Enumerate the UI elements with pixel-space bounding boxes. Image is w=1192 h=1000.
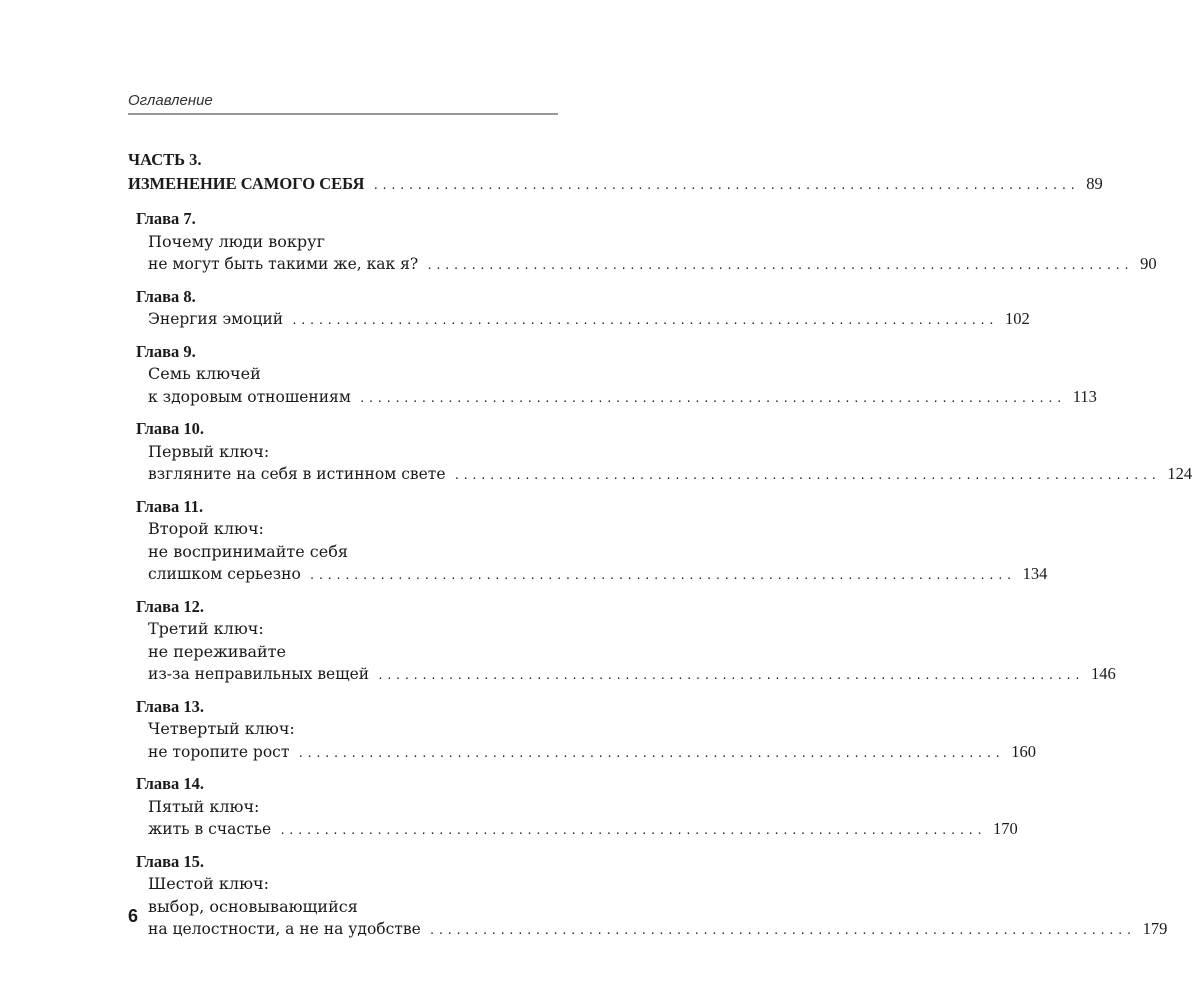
- page-number: 179: [1142, 919, 1168, 938]
- chapter-title-line: на целостности, а не на удобстве: [148, 920, 421, 938]
- chapter-label: Глава 11.: [136, 496, 204, 516]
- toc-entry-part[interactable]: [128, 172, 1103, 198]
- page-number: 146: [1090, 664, 1116, 683]
- dot-leader: ................................................................................: [279, 824, 986, 837]
- toc-chapter-entry[interactable]: [136, 696, 1036, 766]
- page-number: 124: [1167, 464, 1192, 483]
- dot-leader: ................................................................................: [453, 469, 1160, 482]
- toc-chapter-entry[interactable]: [136, 773, 1018, 843]
- chapter-title-line: жить в счастье: [148, 820, 272, 838]
- toc-chapter-entry[interactable]: [136, 596, 1116, 688]
- running-header: Оглавление: [128, 92, 558, 115]
- dot-leader: ................................................................................: [372, 179, 1079, 192]
- chapter-title-line: Шестой ключ:: [148, 874, 269, 893]
- chapter-title: [136, 363, 1097, 410]
- chapter-title-line: Третий ключ:: [148, 619, 264, 638]
- toc-chapter-entry[interactable]: [136, 341, 1097, 411]
- chapter-title-line: Второй ключ:: [148, 519, 264, 538]
- chapter-title-line: не переживайте: [148, 641, 286, 661]
- chapter-label: Глава 15.: [136, 851, 205, 871]
- folio-page-number: 6: [128, 906, 139, 926]
- chapter-title-row: [148, 918, 1168, 943]
- page-number: 113: [1072, 386, 1097, 406]
- chapter-title-row: [148, 463, 1192, 488]
- chapter-title-line: взгляните на себя в истинном свете: [148, 465, 446, 483]
- chapter-title-line: к здоровым отношениям: [148, 387, 351, 406]
- chapter-title: [136, 873, 1168, 943]
- page-number: 89: [1086, 174, 1103, 193]
- dot-leader: ................................................................................: [297, 746, 1004, 760]
- chapter-title-row: [148, 818, 1018, 843]
- chapter-title-line: слишком серьезно: [148, 565, 301, 583]
- chapter-title: [136, 718, 1036, 765]
- chapter-label: Глава 14.: [136, 774, 205, 793]
- chapter-title: [136, 518, 1048, 588]
- chapter-title-line: выбор, основывающийся: [148, 896, 358, 916]
- part-title: ИЗМЕНЕНИЕ САМОГО СЕБЯ: [128, 174, 365, 193]
- chapter-title-row: [148, 741, 1036, 766]
- chapter-label: Глава 8.: [136, 286, 196, 306]
- chapter-title: [136, 441, 1192, 488]
- toc-chapter-entry[interactable]: [136, 418, 1192, 488]
- page-number: 170: [993, 819, 1018, 838]
- dot-leader: ................................................................................: [358, 391, 1065, 405]
- page-number: 90: [1140, 254, 1157, 273]
- chapter-title: [136, 796, 1018, 843]
- dot-leader: ................................................................................: [428, 924, 1135, 937]
- chapter-title-line: Пятый ключ:: [148, 796, 260, 816]
- chapter-title-line: не воспринимайте себя: [148, 541, 348, 561]
- part-label: ЧАСТЬ 3.: [128, 150, 202, 169]
- chapter-label: Глава 13.: [136, 696, 205, 716]
- chapter-title: [136, 231, 1157, 278]
- chapter-label: Глава 12.: [136, 596, 205, 616]
- page-number: 134: [1022, 564, 1048, 583]
- page-number: 102: [1004, 309, 1030, 328]
- chapter-title-line: Энергия эмоций: [148, 310, 284, 328]
- chapter-title-row: [148, 386, 1097, 411]
- toc-chapter-entry[interactable]: [136, 286, 1030, 333]
- chapter-title-row: [148, 563, 1048, 588]
- chapter-label: Глава 9.: [136, 341, 196, 361]
- dot-leader: ................................................................................: [291, 314, 997, 327]
- chapter-list: [136, 208, 1192, 951]
- chapter-title: [136, 308, 1030, 333]
- chapter-title-line: не могут быть такими же, как я?: [148, 255, 419, 273]
- chapter-title-row: [148, 308, 1030, 333]
- chapter-title-line: Четвертый ключ:: [148, 719, 295, 738]
- chapter-title-row: [148, 663, 1116, 688]
- page-number: 160: [1011, 741, 1036, 761]
- toc-chapter-entry[interactable]: [136, 851, 1168, 943]
- toc-chapter-entry[interactable]: [136, 208, 1157, 278]
- chapter-label: Глава 10.: [136, 419, 205, 438]
- chapter-title-line: Семь ключей: [148, 364, 261, 383]
- chapter-title: [136, 618, 1116, 688]
- chapter-title-row: [148, 253, 1157, 278]
- toc-chapter-entry[interactable]: [136, 496, 1048, 588]
- part-heading: [128, 148, 1103, 198]
- chapter-title-line: из-за неправильных вещей: [148, 665, 370, 683]
- chapter-label: Глава 7.: [136, 209, 196, 228]
- dot-leader: ................................................................................: [377, 669, 1083, 682]
- chapter-title-line: Первый ключ:: [148, 441, 270, 461]
- chapter-title-line: Почему люди вокруг: [148, 231, 325, 251]
- dot-leader: ................................................................................: [426, 259, 1133, 272]
- dot-leader: ................................................................................: [308, 569, 1015, 582]
- chapter-title-line: не торопите рост: [148, 742, 290, 761]
